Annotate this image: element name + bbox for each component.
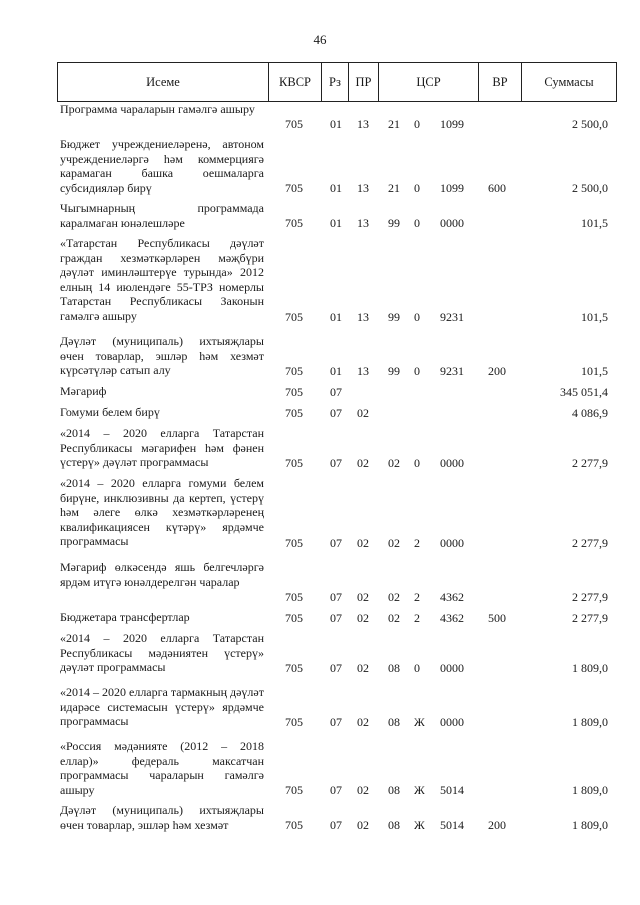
header-csr: ЦСР (379, 63, 479, 101)
cell-rz: 01 (330, 310, 342, 324)
table-row (0, 476, 640, 550)
cell-kvsr: 705 (285, 385, 303, 399)
cell-kvsr: 705 (285, 216, 303, 230)
cell-rz: 01 (330, 364, 342, 378)
cell-csr-program: 08 (388, 818, 400, 832)
cell-rz: 07 (330, 715, 342, 729)
table-row (0, 803, 640, 832)
cell-csr-subprogram: 0 (414, 661, 420, 675)
cell-kvsr: 705 (285, 181, 303, 195)
cell-pr: 02 (357, 536, 369, 550)
cell-csr-program: 08 (388, 661, 400, 675)
cell-pr: 02 (357, 456, 369, 470)
cell-csr-direction: 9231 (440, 364, 464, 378)
cell-csr-direction: 0000 (440, 536, 464, 550)
cell-rz: 07 (330, 783, 342, 797)
cell-kvsr: 705 (285, 364, 303, 378)
header-kvsr: КВСР (269, 63, 322, 101)
cell-sum: 1 809,0 (572, 818, 608, 832)
cell-sum: 2 277,9 (572, 456, 608, 470)
cell-pr: 13 (357, 216, 369, 230)
cell-rz: 01 (330, 117, 342, 131)
cell-sum: 2 277,9 (572, 536, 608, 550)
table-row (0, 405, 640, 420)
cell-pr: 02 (357, 611, 369, 625)
header-rz: Рз (322, 63, 349, 101)
cell-csr-direction: 0000 (440, 661, 464, 675)
cell-kvsr: 705 (285, 310, 303, 324)
cell-kvsr: 705 (285, 117, 303, 131)
cell-csr-subprogram: 0 (414, 216, 420, 230)
cell-csr-program: 08 (388, 783, 400, 797)
cell-csr-direction: 9231 (440, 310, 464, 324)
cell-csr-direction: 0000 (440, 456, 464, 470)
cell-kvsr: 705 (285, 536, 303, 550)
table-row (0, 426, 640, 470)
cell-csr-program: 99 (388, 216, 400, 230)
cell-kvsr: 705 (285, 818, 303, 832)
cell-csr-program: 21 (388, 117, 400, 131)
cell-csr-direction: 1099 (440, 181, 464, 195)
cell-csr-program: 99 (388, 310, 400, 324)
cell-csr-subprogram: 0 (414, 181, 420, 195)
cell-csr-program: 02 (388, 611, 400, 625)
cell-pr: 13 (357, 181, 369, 195)
cell-csr-direction: 5014 (440, 818, 464, 832)
cell-csr-subprogram: 0 (414, 364, 420, 378)
cell-pr: 02 (357, 715, 369, 729)
cell-sum: 1 809,0 (572, 661, 608, 675)
cell-pr: 02 (357, 406, 369, 420)
cell-pr: 13 (357, 117, 369, 131)
cell-sum: 101,5 (581, 364, 608, 378)
row-name: «2014 – 2020 елларга Татарстан Республикасы мәдәниятен үстерү» дәүләт программасы (60, 631, 264, 674)
cell-pr: 13 (357, 364, 369, 378)
table-row (0, 610, 640, 625)
table-row (0, 685, 640, 729)
cell-sum: 2 500,0 (572, 181, 608, 195)
table-header (57, 62, 617, 102)
cell-csr-subprogram: Ж (414, 783, 425, 797)
cell-pr: 13 (357, 310, 369, 324)
cell-kvsr: 705 (285, 611, 303, 625)
cell-sum: 2 277,9 (572, 611, 608, 625)
cell-csr-subprogram: 2 (414, 590, 420, 604)
cell-sum: 1 809,0 (572, 783, 608, 797)
cell-csr-program: 02 (388, 456, 400, 470)
header-vr: ВР (479, 63, 522, 101)
row-name: Бюджетара трансфертлар (60, 610, 190, 624)
row-name: Гомуми белем бирү (60, 405, 160, 419)
table-row (0, 137, 640, 195)
cell-csr-direction: 4362 (440, 590, 464, 604)
cell-kvsr: 705 (285, 783, 303, 797)
cell-kvsr: 705 (285, 715, 303, 729)
row-name: Дәүләт (муниципаль) ихтыяҗлары өчен товарлар, эшләр һәм хезмәт (60, 803, 264, 832)
cell-vr: 500 (488, 611, 506, 625)
row-name: Бюджет учреждениеләренә, автоном учреждениеләргә һәм коммерциягә карамаган башка оешмаларга субсидияләр бирү (60, 137, 264, 195)
row-name: Программа чараларын гамәлгә ашыру (60, 102, 255, 116)
cell-csr-direction: 5014 (440, 783, 464, 797)
table-row (0, 560, 640, 604)
cell-csr-program: 99 (388, 364, 400, 378)
cell-csr-direction: 4362 (440, 611, 464, 625)
row-name: «Россия мәдәнияте (2012 – 2018 еллар)» федераль максатчан программасы чараларын гамәлгә ашыру (60, 739, 264, 797)
cell-kvsr: 705 (285, 590, 303, 604)
cell-rz: 07 (330, 456, 342, 470)
cell-pr: 02 (357, 661, 369, 675)
cell-kvsr: 705 (285, 406, 303, 420)
cell-pr: 02 (357, 590, 369, 604)
cell-csr-subprogram: 0 (414, 117, 420, 131)
table-row (0, 236, 640, 324)
table-row (0, 201, 640, 230)
cell-csr-subprogram: 2 (414, 611, 420, 625)
cell-rz: 07 (330, 611, 342, 625)
table-row (0, 739, 640, 797)
table-row (0, 631, 640, 675)
row-name: Мәгариф (60, 384, 107, 398)
cell-rz: 07 (330, 406, 342, 420)
cell-sum: 345 051,4 (560, 385, 608, 399)
cell-sum: 4 086,9 (572, 406, 608, 420)
cell-rz: 01 (330, 181, 342, 195)
table-row (0, 334, 640, 378)
cell-vr: 200 (488, 818, 506, 832)
cell-csr-program: 02 (388, 590, 400, 604)
cell-sum: 2 277,9 (572, 590, 608, 604)
cell-csr-program: 08 (388, 715, 400, 729)
cell-csr-direction: 0000 (440, 216, 464, 230)
cell-csr-subprogram: 0 (414, 456, 420, 470)
cell-csr-program: 02 (388, 536, 400, 550)
cell-csr-subprogram: 2 (414, 536, 420, 550)
cell-rz: 07 (330, 590, 342, 604)
row-name: Чыгымнарның программада каралмаган юнәлешләре (60, 201, 264, 230)
cell-rz: 07 (330, 661, 342, 675)
cell-kvsr: 705 (285, 661, 303, 675)
cell-pr: 02 (357, 783, 369, 797)
cell-kvsr: 705 (285, 456, 303, 470)
cell-vr: 200 (488, 364, 506, 378)
header-pr: ПР (349, 63, 379, 101)
header-sum: Суммасы (544, 75, 594, 89)
cell-rz: 07 (330, 818, 342, 832)
cell-vr: 600 (488, 181, 506, 195)
row-name: «Татарстан Республикасы дәүләт граждан хезмәткәрләрен мәҗбүри дәүләт иминләштерүе турында» 2012 елның 14 июлендәге 55-ТРЗ номерлы Татарстан Республикасы Законын гамәлгә ашыру (60, 236, 264, 323)
cell-sum: 2 500,0 (572, 117, 608, 131)
cell-sum: 1 809,0 (572, 715, 608, 729)
row-name: Мәгариф өлкәсендә яшь белгечләргә ярдәм итүгә юнәлдерелгән чаралар (60, 560, 264, 589)
table-row (0, 384, 640, 399)
cell-sum: 101,5 (581, 310, 608, 324)
page-number: 46 (313, 32, 327, 47)
cell-csr-subprogram: Ж (414, 818, 425, 832)
row-name: Дәүләт (муниципаль) ихтыяҗлары өчен товарлар, эшләр һәм хезмәт күрсәтүләр сатып алу (60, 334, 264, 377)
cell-sum: 101,5 (581, 216, 608, 230)
cell-rz: 01 (330, 216, 342, 230)
header-name: Исеме (58, 63, 269, 101)
cell-csr-direction: 0000 (440, 715, 464, 729)
row-name: «2014 – 2020 елларга Татарстан Республикасы мәгарифен һәм фәнен үстерү» дәүләт программасы (60, 426, 264, 469)
cell-csr-direction: 1099 (440, 117, 464, 131)
cell-pr: 02 (357, 818, 369, 832)
cell-rz: 07 (330, 536, 342, 550)
row-name: «2014 – 2020 елларга гомуми белем бирүне, инклюзивны да кертеп, үстерү һәм әлеге өлкә хезмәткәрләренең квалификациясен күтәрү» ярдәмче программасы (60, 476, 264, 548)
cell-csr-program: 21 (388, 181, 400, 195)
table-row (0, 102, 640, 131)
cell-csr-subprogram: Ж (414, 715, 425, 729)
cell-csr-subprogram: 0 (414, 310, 420, 324)
row-name: «2014 – 2020 елларга тармакның дәүләт идарәсе системасын үстерү» ярдәмче программасы (60, 685, 264, 728)
cell-rz: 07 (330, 385, 342, 399)
